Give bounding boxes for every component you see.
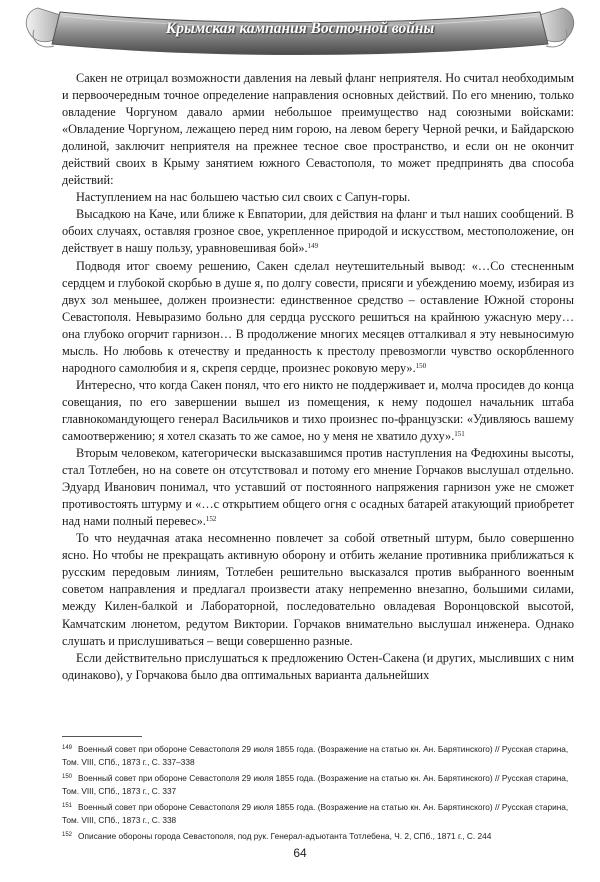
footnote-number: 152 <box>62 832 73 838</box>
body-paragraph <box>62 650 574 684</box>
paragraph-text: Подводя итог своему решению, Сакен сделал неутешительный вывод: «…Со стесненным сердцем и глубокой скорбью в душе я, по долгу совести, присяги и убеждению моему, избирая из двух зол меньшее, должен произнести: единственное средство – оставление Южной стороны Севастополя. Невыразимо больно для сердца русского решиться на крайнюю ужасную меру… она глубоко огорчит гарнизон… В продолжение многих месяцев отталкивал я эту невыносимую мысль. Но любовь к отечеству и преданность к престолу превозмогли чувство оскорбленного народного самолюбия и я, скрепя сердце, произнес роковую меру». <box>62 258 574 375</box>
body-paragraph <box>62 70 574 189</box>
body-paragraph <box>62 258 574 377</box>
paragraph-text: Интересно, что когда Сакен понял, что его никто не поддерживает и, молча просидев до конца совещания, по его завершении вышел из помещения, к нему подошел начальник штаба главнокомандующего генерал Васильчиков и тихо произнес по-французски: «Удивляюсь вашему самоотвержению; я хотел сказать то же самое, но у меня не хватило духу». <box>62 377 574 443</box>
body-paragraph <box>62 377 574 445</box>
footnote-text: Военный совет при обороне Севастополя 29 июля 1855 года. (Возражение на статью кн. Ан. Барятинского) // Русская старина, Том. VIII, СПб., 1873 г., С. 337 <box>62 773 569 796</box>
footnote-text: Военный совет при обороне Севастополя 29 июля 1855 года. (Возражение на статью кн. Ан. Барятинского) // Русская старина, Том. VIII, СПб., 1873 г., С. 338 <box>62 802 569 825</box>
footnote-divider <box>62 736 142 737</box>
footnote <box>62 829 574 843</box>
paragraph-text: Если действительно прислушаться к предложению Остен-Сакена (и других, мысливших с ним одинаково), у Горчакова было два оптимальных варианта дальнейших <box>62 650 574 682</box>
header-title: Крымская кампания Восточной войны <box>165 20 435 37</box>
paragraph-text: То что неудачная атака несомненно повлечет за собой ответный штурм, было совершенно ясно. Но чтобы не прекращать активную оборону и отбить желание противника приближаться к русским передовым линиям, Тотлебен решительно высказался против выбранного военным советом направления и предлагал произвести атаку непременно внезапно, большими силами, между Килен-балкой и Лабораторной, последовательно овладевая Воронцовской высотой, Камчатским люнетом, редутом Виктории. Горчаков внимательно выслушал инженера. Однако слушать и прислушиваться – вещи совершенно разные. <box>62 531 574 648</box>
body-paragraph <box>62 530 574 649</box>
footnote-text: Описание обороны города Севастополя, под рук. Генерал-адъютанта Тотлебена, Ч. 2, СПб., 1871 г., С. 244 <box>78 831 492 841</box>
footnote-ref: 152 <box>205 515 217 524</box>
body-paragraph <box>62 189 574 206</box>
footnotes <box>62 742 574 845</box>
footnote <box>62 800 574 827</box>
paragraph-text: Наступлением на нас большею частью сил своих с Сапун-горы. <box>76 190 411 205</box>
footnote-ref: 151 <box>454 429 465 438</box>
body-paragraph <box>62 206 574 257</box>
footnote-text: Военный совет при обороне Севастополя 29 июля 1855 года. (Возражение на статью кн. Ан. Барятинского) // Русская старина, Том. VIII, СПб., 1873 г., С. 337–338 <box>62 744 569 767</box>
footnote-number: 149 <box>62 745 73 751</box>
footnote-number: 151 <box>62 803 73 809</box>
footnote-number: 150 <box>62 774 73 780</box>
header-banner <box>0 0 600 64</box>
body-paragraph <box>62 445 574 530</box>
footnote-ref: 150 <box>415 361 427 370</box>
footnote <box>62 742 574 769</box>
paragraph-text: Высадкою на Каче, или ближе к Евпатории, для действия на фланг и тыл наших сообщений. В обоих случаях, оставляя грозное свое, укрепленное природой и искусством, местоположение, он действует в нашу пользу, уравновешивая бой». <box>62 207 574 256</box>
footnote <box>62 771 574 798</box>
main-text <box>62 70 574 684</box>
paragraph-text: Вторым человеком, категорически высказавшимся против наступления на Федюхины высоты, стал Тотлебен, но на совете он отсутствовал и потому его мнение Горчаков выслушал отдельно. Эдуард Иванович понимал, что уставший от постоянного напряжения гарнизон уже не сможет противостоять штурму и «…с открытием общего огня с осадных батарей атакующий приобретет над нами полный перевес». <box>62 446 574 529</box>
footnote-ref: 149 <box>307 242 319 251</box>
paragraph-text: Сакен не отрицал возможности давления на левый фланг неприятеля. Но считал необходимым и первоочередным точное определение направления основных действий. По его мнению, только овладение Чоргуном давало армии небольшое преимущество над союзными войсками: «Овладение Чоргуном, лежащею перед ним горою, на левом берегу Черной речки, и Байдарскою долиной, заключит неприятеля на прежнее тесное свое пространство, и если он не окончит действий своих в Крыму занятием южного Севастополя, то может предпринять два способа действий: <box>62 71 574 188</box>
page-number: 64 <box>293 846 307 860</box>
